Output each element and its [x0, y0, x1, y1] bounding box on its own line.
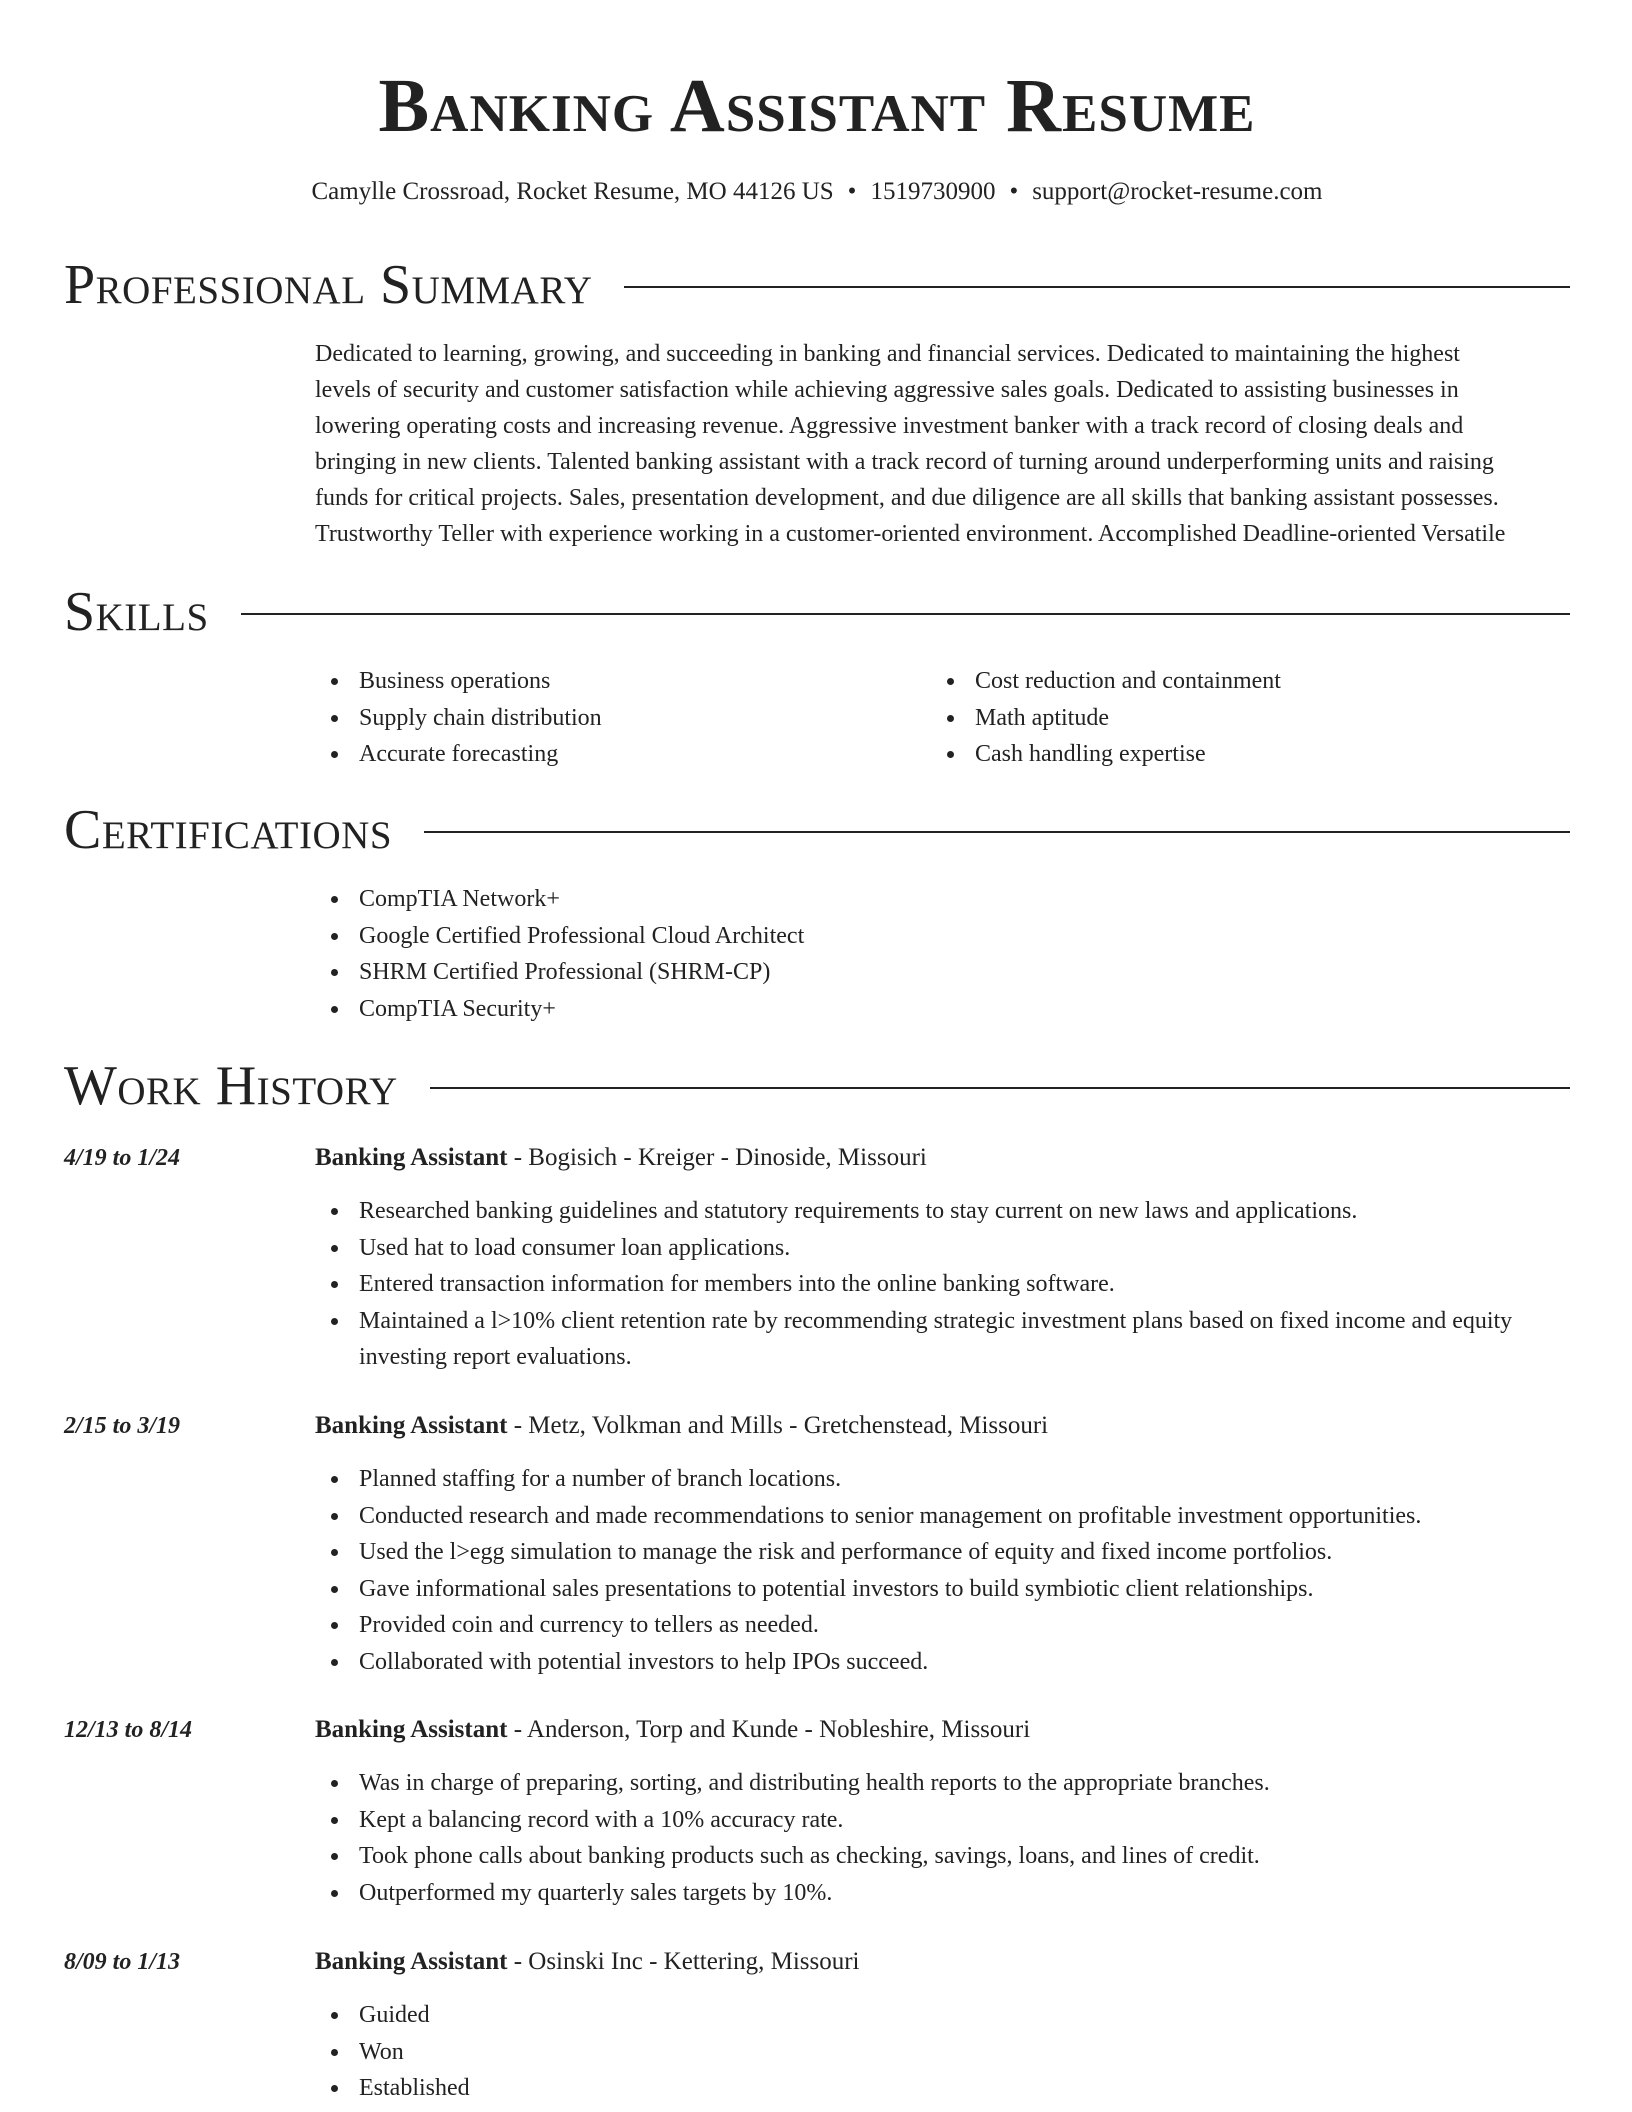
skill-item: Cost reduction and containment	[931, 663, 1531, 700]
job-details: - Anderson, Torp and Kunde - Nobleshire, Missouri	[507, 1716, 1031, 1743]
job-bullet: Conducted research and made recommendations to senior management on profitable investment opportunities.	[315, 1498, 1570, 1535]
job-heading	[315, 1409, 1048, 1443]
job-role: Banking Assistant	[315, 1412, 508, 1439]
skill-item: Math aptitude	[931, 700, 1531, 737]
contact-phone: 1519730900	[870, 178, 996, 205]
job-bullets	[315, 1997, 1570, 2107]
summary-line: funds for critical projects. Sales, presentation development, and due diligence are all skills that banking assistant possesses.	[315, 485, 1499, 511]
job-bullet: Researched banking guidelines and statutory requirements to stay current on new laws and applications.	[315, 1193, 1570, 1230]
summary-line: levels of security and customer satisfaction while achieving aggressive sales goals. Dedicated to assisting businesses in	[315, 377, 1459, 403]
work-history-section-header	[64, 1054, 1570, 1118]
skills-list-left	[315, 663, 915, 773]
job-bullets	[315, 1765, 1570, 1911]
job-bullet: Planned staffing for a number of branch locations.	[315, 1461, 1570, 1498]
contact-line	[64, 175, 1570, 209]
section-divider	[241, 613, 1570, 615]
skill-item: Cash handling expertise	[931, 736, 1531, 773]
job-bullets	[315, 1461, 1570, 1680]
skill-item: Business operations	[315, 663, 915, 700]
job-dates: 8/09 to 1/13	[64, 1949, 181, 1975]
work-history-heading: Work History	[64, 1055, 398, 1117]
certification-item: CompTIA Network+	[315, 881, 1565, 918]
certifications-heading: Certifications	[64, 799, 393, 861]
job-heading	[315, 1713, 1030, 1747]
section-divider	[430, 1087, 1570, 1089]
job-details: - Metz, Volkman and Mills - Gretchenstead, Missouri	[507, 1412, 1049, 1439]
certifications-section-header	[64, 798, 1570, 862]
summary-heading: Professional Summary	[64, 254, 593, 316]
job-bullet: Provided coin and currency to tellers as needed.	[315, 1607, 1570, 1644]
job-bullet: Used hat to load consumer loan applications.	[315, 1230, 1570, 1267]
job-details: - Osinski Inc - Kettering, Missouri	[507, 1948, 860, 1975]
certifications-list	[315, 881, 1565, 1027]
job-bullet: Kept a balancing record with a 10% accuracy rate.	[315, 1802, 1570, 1839]
job-bullet: Won	[315, 2034, 1570, 2071]
job-bullets	[315, 1193, 1570, 1376]
job-bullet: Guided	[315, 1997, 1570, 2034]
contact-email: support@rocket-resume.com	[1032, 178, 1323, 205]
skills-section-header	[64, 580, 1570, 644]
contact-separator: •	[847, 178, 857, 205]
job-bullet: Established	[315, 2070, 1570, 2107]
certification-item: SHRM Certified Professional (SHRM-CP)	[315, 954, 1565, 991]
job-bullet: Took phone calls about banking products such as checking, savings, loans, and lines of credit.	[315, 1838, 1570, 1875]
job-bullet: Outperformed my quarterly sales targets by 10%.	[315, 1875, 1570, 1912]
resume-page	[64, 0, 1570, 2112]
job-dates: 2/15 to 3/19	[64, 1413, 181, 1439]
resume-title: Banking Assistant Resume	[378, 64, 1256, 148]
job-bullet: Gave informational sales presentations to potential investors to build symbiotic client relationships.	[315, 1571, 1570, 1608]
job-role: Banking Assistant	[315, 1144, 508, 1171]
summary-line: Dedicated to learning, growing, and succeeding in banking and financial services. Dedicated to maintaining the highest	[315, 341, 1460, 367]
contact-address: Camylle Crossroad, Rocket Resume, MO 44126 US	[311, 178, 834, 205]
skill-item: Supply chain distribution	[315, 700, 915, 737]
job-dates: 12/13 to 8/14	[64, 1717, 193, 1743]
skills-heading: Skills	[64, 581, 209, 643]
job-bullet: Was in charge of preparing, sorting, and distributing health reports to the appropriate branches.	[315, 1765, 1570, 1802]
summary-line: lowering operating costs and increasing revenue. Aggressive investment banker with a track record of closing deals and	[315, 413, 1464, 439]
job-bullet: Collaborated with potential investors to help IPOs succeed.	[315, 1644, 1570, 1681]
job-details: - Bogisich - Kreiger - Dinoside, Missouri	[507, 1144, 927, 1171]
job-role: Banking Assistant	[315, 1948, 508, 1975]
certification-item: CompTIA Security+	[315, 991, 1565, 1028]
job-heading	[315, 1141, 927, 1175]
job-heading	[315, 1945, 860, 1979]
job-bullet: Entered transaction information for members into the online banking software.	[315, 1266, 1570, 1303]
summary-text	[315, 336, 1565, 552]
section-divider	[624, 286, 1570, 288]
summary-line: bringing in new clients. Talented banking assistant with a track record of turning around underperforming units and raising	[315, 449, 1494, 475]
job-bullet: Used the l>egg simulation to manage the risk and performance of equity and fixed income portfolios.	[315, 1534, 1570, 1571]
skills-list-right	[931, 663, 1531, 773]
contact-separator: •	[1009, 178, 1019, 205]
job-bullet: Maintained a l>10% client retention rate by recommending strategic investment plans based on fixed income and equity investing report evaluations.	[315, 1303, 1570, 1376]
section-divider	[424, 831, 1570, 833]
job-role: Banking Assistant	[315, 1716, 508, 1743]
job-dates: 4/19 to 1/24	[64, 1145, 181, 1171]
certification-item: Google Certified Professional Cloud Architect	[315, 918, 1565, 955]
skill-item: Accurate forecasting	[315, 736, 915, 773]
summary-line: Trustworthy Teller with experience working in a customer-oriented environment. Accomplished Deadline-oriented Versatile	[315, 521, 1506, 547]
summary-section-header	[64, 253, 1570, 317]
